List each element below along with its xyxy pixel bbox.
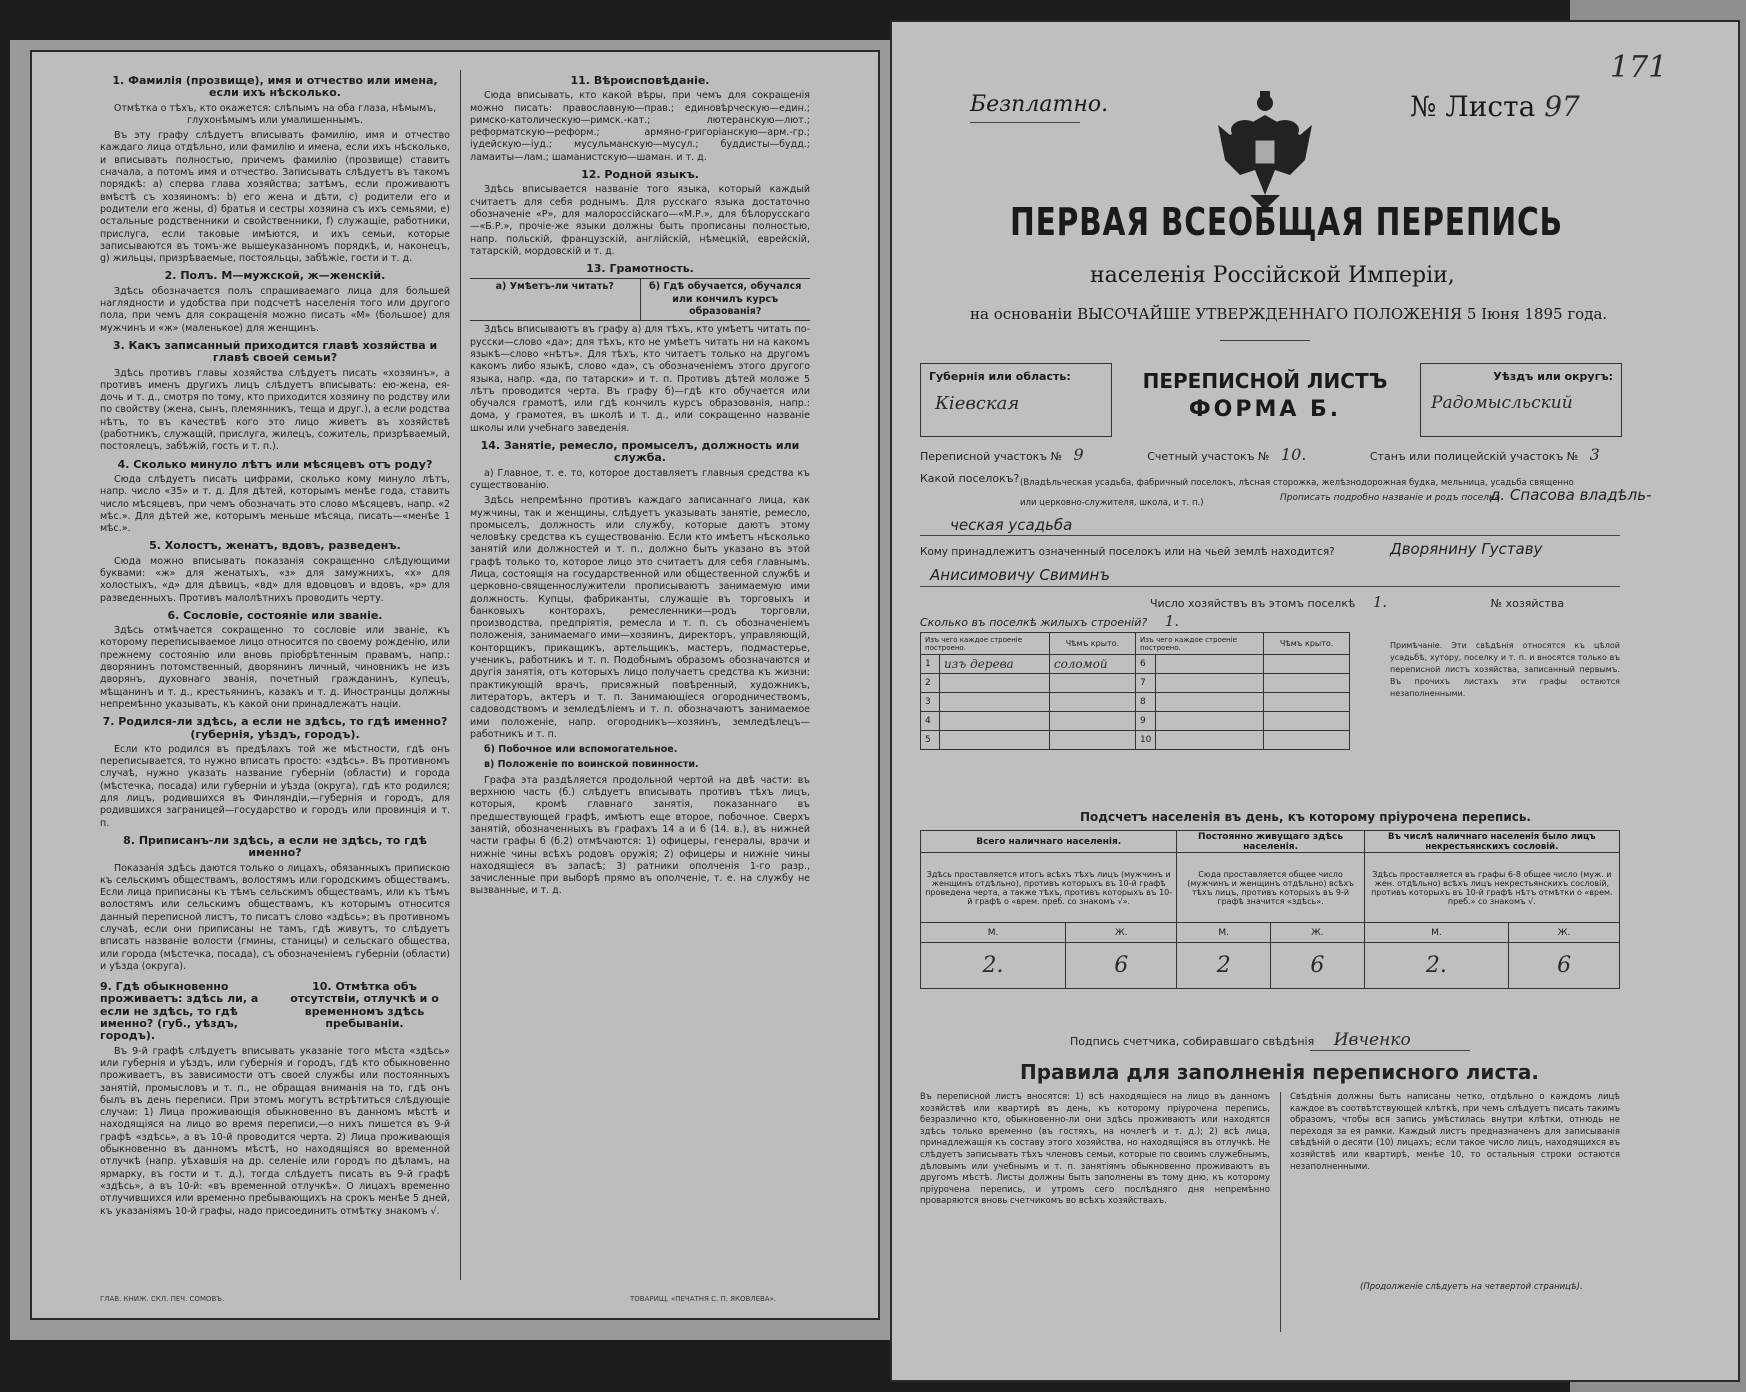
row-number: 8 [1135,693,1155,712]
rules-column-1: Въ переписной листъ вносятся: 1) всѣ находящіеся на лицо въ данномъ хозяйствѣ или квартирѣ въ день, къ которому пріурочена перепись, безразлично кто, обыкновенно-ли они здѣсь проживаютъ или находятся здѣсь только временно (въ гостяхъ, на ночлегѣ и т. д.); 2) всѣ лица, принадлежащія къ составу этого хозяйства, но находящіяся въ отлучкѣ. Не слѣдуетъ записывать тѣхъ членовъ семьи, которые по своимъ служебнымъ, дѣловымъ или учебнымъ и т. п. занятіямъ обыкновенно проживаютъ въ другомъ мѣстѣ. Листы должны быть заполнены въ тому дню, къ которому пріурочена перепись, и утромъ сего послѣдняго дня непремѣнно проваряются вновь счетчикомъ во всѣхъ хозяйствахъ. [920,1092,1270,1207]
table-cell [1264,693,1350,712]
perepis-uchastok-row [920,445,1600,464]
section-14-text-2: Графа эта раздѣляется продольной чертой на двѣ части: въ верхнюю часть (б.) слѣдуетъ вписывать противъ тѣхъ лицъ, которыя, кромѣ главнаго занятія, показаннаго въ предшествующей графѣ, имѣютъ еще второе, побочное. Сверхъ занятій, обозначенныхъ въ графахъ 14 а и б (14. в.), въ нижней части графы б (б.2) отмѣчаются: 1) офицеры, генералы, врачи и нижніе чины всѣхъ родовъ оружія; 2) офицеры и нижніе чины находящіеся въ запасѣ; 3) ратники ополченія 1-го разр., зачисленные при выборѣ прямо въ ополченіе, т. е. на службу не вызванные, и т. д. [470,774,810,897]
table-cell [1264,731,1350,750]
sheet-number-label [1410,90,1580,123]
owner-value-1: Дворянину Густаву [1390,540,1543,558]
section-4-title: 4. Сколько минуло лѣтъ или мѣсяцевъ отъ роду? [117,457,433,471]
signature-row [1070,1030,1411,1050]
households-row [1150,593,1564,611]
table-cell [1156,693,1264,712]
section-14-title: 14. Занятіе, ремесло, промыселъ, должность или служба. [480,439,800,465]
count-non-peasant-male: 2. [1364,943,1508,989]
count-title: Подсчетъ населенія въ день, къ которому пріурочена перепись. [1080,810,1531,824]
owner-underline [920,586,1620,587]
propis-value-1: д. Спасова владѣль- [1490,486,1652,504]
row-number: 6 [1135,655,1155,674]
table-row [921,712,1350,731]
household-number-label: № хозяйства [1490,597,1565,610]
population-count-table [920,830,1620,989]
rules-title: Правила для заполненія переписного листа. [1020,1060,1539,1084]
propis-label: Прописать подробно названіе и родъ поселка [1280,493,1500,503]
poselok-hint: (Владѣльческая усадьба, фабричный поселокъ, лѣсная сторожка, желѣзнодорожная будка, мельница, усадьба священно или церковно-служителя, школа, и т. п.) [1020,478,1574,508]
sex-female-header: Ж. [1271,923,1365,943]
section-1-note: Отмѣтка о тѣхъ, кто окажется: слѣпымъ на оба глаза, нѣмымъ, глухонѣмымъ или умалишеннымъ. [113,102,437,126]
buildings-label: Сколько въ поселкѣ жилыхъ строеній? [920,616,1148,629]
section-10-title: 10. Отмѣтка объ отсутствіи, отлучкѣ и о временномъ здѣсь пребываніи. [290,980,439,1031]
uezd-label: Уѣздъ или округъ: [1493,370,1613,383]
table-cell [1156,655,1264,674]
table-cell [1156,712,1264,731]
section-14b-label: б) Побочное или вспомогательное. [484,744,678,756]
count-present-female: 6 [1066,943,1177,989]
table-row [921,674,1350,693]
gubernia-label: Губернія или область: [929,370,1071,383]
section-5-title: 5. Холостъ, женатъ, вдовъ, разведенъ. [149,539,401,553]
census-subtitle: населенія Россійской Имперіи, [1090,263,1455,288]
printer-footer-right: ТОВАРИЩ. «ПЕЧАТНЯ С. П. ЯКОВЛЕВА». [630,1295,777,1303]
census-basis: на основаніи ВЫСОЧАЙШЕ УТВЕРЖДЕННАГО ПОЛОЖЕНІЯ 5 Іюня 1895 года. [970,305,1608,323]
form-subtitle: ФОРМА Б. [1188,397,1342,422]
section-8-text: Показанія здѣсь даются только о лицахъ, обязанныхъ припискою къ сельскимъ обществамъ, волостямъ или городскимъ обществамъ. Если лица приписаны къ тѣмъ сельскимъ обществамъ, или къ тѣмъ волостямъ или сельскимъ обществамъ, къ которымъ относится данный переписной листъ, то писатъ слово «здѣсь»; въ противномъ случаѣ, если они приписаны не тамъ, гдѣ живутъ, то слѣдуетъ вписать названіе волости (гмины, станицы) и сельскаго общества, или города (мѣстечка, посада), съ обозначеніемъ губерніи (области) и уѣзда (округа). [100,862,450,972]
count-desc-resident: Сюда проставляется общее число (мужчинъ и женщинъ отдѣльно) всѣхъ тѣхъ лицъ, противъ которыхъ въ 9-й графѣ значится «здѣсь». [1177,853,1364,923]
imperial-eagle-icon [1210,85,1320,215]
sex-female-header: Ж. [1066,923,1177,943]
table-row [921,693,1350,712]
table-cell [1156,731,1264,750]
table-row [921,655,1350,674]
section-3-title: 3. Какъ записанный приходится главѣ хозяйства и главѣ своей семьи? [112,338,438,365]
build-col-material-2: Изъ чего каждое строеніе построено. [1135,633,1263,655]
table-cell [1049,731,1135,750]
count-non-peasant-female: 6 [1509,943,1620,989]
count-resident-female: 6 [1271,943,1365,989]
section-14a-label: а) Главное, т. е. то, которое доставляетъ главныя средства къ существованію. [470,467,810,491]
sheet-number-text: № Листа [1410,90,1536,123]
building-material: изъ дерева [940,655,1050,674]
rules-continued: (Продолженіе слѣдуетъ на четвертой страницѣ). [1360,1282,1583,1292]
section-7-title: 7. Родился-ли здѣсь, а если не здѣсь, то гдѣ именно? (губернія, уѣздъ, городъ). [102,715,448,741]
section-1-title: 1. Фамилія (прозвище), имя и отчество или имена, если ихъ нѣсколько. [112,74,438,100]
form-heading [1110,363,1420,435]
section-13-text: Здѣсь вписываютъ въ графу а) для тѣхъ, кто умѣетъ читать по-русски—слово «да»; для тѣхъ, кто не умѣетъ читать ни на какомъ языкѣ—слово «нѣтъ». Для тѣхъ, кто читаетъ только на другомъ какомъ либо языкѣ, слово «да», съ обозначеніемъ этого другого языка, напр. «да, по татарски» и т. п. Противъ дѣтей моложе 5 лѣтъ проводится черта. Въ графу б)—гдѣ кто обучается или обучался грамотѣ, или гдѣ кончилъ курсъ образованія, напр.: дома, у грамотея, въ школѣ и т. д., или сокращенно названіе школы или учебнаго заведенія. [470,324,810,434]
table-cell [1049,712,1135,731]
stan-value: 3 [1589,445,1600,464]
table-cell [940,712,1050,731]
build-col-material-1: Изъ чего каждое строеніе построено. [921,633,1050,655]
uezd-value: Радомысльский [1431,393,1573,413]
owner-value-2: Анисимовичу Свиминъ [930,566,1110,584]
table-cell [1264,655,1350,674]
table-cell [1264,674,1350,693]
section-13b-label: б) Гдѣ обучается, обучался или кончилъ курсъ образованія? [649,281,802,318]
instructions-column-1 [100,70,450,1221]
table-cell [1264,712,1350,731]
sex-male-header: М. [1364,923,1508,943]
building-roof: соломой [1049,655,1135,674]
free-label: Безплатно. [970,92,1109,117]
sex-female-header: Ж. [1509,923,1620,943]
section-9-text: Въ 9-й графѣ слѣдуетъ вписывать указаніе того мѣста «здѣсь» или губернія и уѣздъ, или губернія и городъ, гдѣ кто обыкновенно проживаетъ, въ зависимости отъ своей службы или постоянныхъ занятій, промысловъ и т. п., не обращая вниманія на то, гдѣ онъ былъ въ день переписи. При этомъ могутъ встрѣтиться слѣдующіе случаи: 1) Лица проживающія обыкновенно въ данномъ мѣстѣ и находящіяся на лицо во время переписи,—о нихъ пишется въ 9-й графѣ «здѣсь», а въ 10-й проводится черта. 2) Лица проживающія обыкновенно въ данномъ мѣстѣ, но находящіяся во временной отлучкѣ (напр. уѣхавшія на др. селеніе или городъ по дѣламъ, на ярмарку, въ гости и т. д.), тогда слѣдуетъ писать въ 9-й графѣ «здѣсь», а въ 10-й: «въ временной отлучкѣ». О лицахъ временно отлучившихся или временно пребывающихъ на срокъ менѣе 5 дней, къ указаніямъ 10-й графы, надо присоединить отмѣтку знакомъ √. [100,1045,450,1217]
section-13-title: 13. Грамотность. [586,262,694,276]
table-cell [940,693,1050,712]
section-2-text: Здѣсь обозначается полъ спрашиваемаго лица для большей наглядности и удобства при подсчетѣ населенія того или другого пола, при чемъ для сокращенія можно писать «М» (большое) для мужчинъ и «ж» (маленькое) для женщинъ. [100,285,450,334]
signature-underline [1310,1050,1470,1051]
rules-divider [1280,1092,1281,1332]
row-number: 5 [921,731,940,750]
propis-value-2: ческая усадьба [950,516,1073,534]
section-3-text: Здѣсь противъ главы хозяйства слѣдуетъ писать «хозяинъ», а противъ именъ другихъ лицъ слѣдуетъ вписывать: ею-жена, ея-дочь и т. д., смотря по тому, кто приходится хозяину по родству или по свойству (жена, сынъ, племянникъ, теща и друг.), а если родства нѣтъ, то въ качествѣ кого это лицо живетъ въ хозяйствѣ (работникъ, служащій, прислуга, жилецъ, сожитель, призрѣваемый, постоялецъ, забѣжій, гость и т. п.). [100,367,450,453]
gubernia-value: Кіевская [935,393,1020,414]
build-col-roof-2: Чѣмъ крыто. [1264,633,1350,655]
rules-column-2: Свѣдѣнія должны быть написаны четко, отдѣльно о каждомъ лицѣ каждое въ соотвѣтствующей клѣткѣ, при чемъ слѣдуетъ писать такимъ образомъ, чтобы вся запись умѣстилась внутри клѣтки, отнюдь не переходя за ея рамки. Каждый листъ предназначенъ для записыванія свѣдѣній о десяти (10) лицахъ; если такое число лицъ, находящихся въ хозяйствѣ или квартирѣ, менѣе 10, то остальныя строки остаются незаполненными. [1290,1092,1620,1172]
row-number: 9 [1135,712,1155,731]
section-2-title: 2. Полъ. М—мужской, ж—женскій. [164,269,386,283]
households-label: Число хозяйствъ въ этомъ поселкѣ [1150,597,1356,610]
section-4-text: Сюда слѣдуетъ писать цифрами, сколько кому минуло лѣтъ, напр. число «35» и т. д. Для дѣтей, которымъ менѣе года, ставить число мѣсяцевъ, при чемъ обозначать это слово мѣсяцевъ, напр. «2 мѣс.». Для дѣтей же, которымъ меньше мѣсяца, писать—«менѣе 1 мѣс.». [100,473,450,535]
poselok-label: Какой поселокъ? [920,472,1020,485]
count-col-non-peasant: Въ числѣ наличнаго населенія было лицъ некрестьянскихъ сословій. [1364,831,1619,853]
table-row [921,731,1350,750]
buildings-value: 1. [1164,612,1180,630]
perepis-uchastok-label: Переписной участокъ № [920,450,1063,463]
section-6-text: Здѣсь отмѣчается сокращенно то сословіе или званіе, къ которому переписываемое лицо относится по своему рожденію, или прежнему состоянію или вновь пріобрѣтенным правамъ, напр.: дворянинъ потомственный, дворянинъ личный, чиновникъ не изъ дворянъ, духовнаго званія, почетный гражданинъ, купецъ, мѣщанинъ и т. д., крестьянинъ, казакъ и т. д. Иностранцы должны непремѣнно указывать, къ какой они принадлежатъ націи. [100,625,450,710]
gubernia-box [920,363,1112,437]
section-12-text: Здѣсь вписывается названіе того языка, который каждый считаетъ для себя роднымъ. Для русскаго языка достаточно обозначеніе «Р», для малороссійскаго—«М.Р.», для бѣлорусскаго—«Б.Р.», прочіе-же языки должны быть прописаны полностью, напр. польскій, французскій, англійскій, нѣмецкій, еврейскій, татарскій, мордовскій и т. д. [470,184,810,257]
instructions-column-2 [470,70,810,901]
row-number: 4 [921,712,940,731]
section-14-text: Здѣсь непремѣнно противъ каждаго записаннаго лица, как мужчины, так и женщины, слѣдуетъ указывать занятіе, ремесло, промыселъ, должность или службу, которые даютъ этому человѣку средства къ существованію. Если кто имѣетъ нѣсколько занятій или должностей и т. п., должно быть указано въ этой графѣ только то, которое лицо это считаетъ для себя главнымъ. Лица, состоящія на государственной или общественной службѣ и церковно-священнослужители прописываютъ занимаемую ими должность. Купцы, фабриканты, служащіе въ торговыхъ и банковыхъ конторахъ, ремесленники—родъ торговли, производства, предпріятія, ремесла и т. п. съ обозначеніемъ положенія, занимаемаго ими—хозяинъ, директоръ, управляющій, конторщикъ, прикащикъ, артельщикъ, мастеръ, подмастерье, ученикъ, работникъ и т. п. Подобнымъ образомъ обозначаются и другія занятія, отъ которыхъ лицо получаетъ средства къ жизни: практикующій врачъ, присяжный повѣренный, художникъ, литераторъ, актеръ и т. п. Занимающіеся огородничествомъ, садоводствомъ и земледѣліемъ и т. п. обозначаютъ занимаемое ими положеніе, напр. огородникъ—хозяинъ, земледѣлецъ—работникъ и т. п. [470,495,810,740]
census-title: ПЕРВАЯ ВСЕОБЩАЯ ПЕРЕПИСЬ [1010,200,1563,244]
row-number: 2 [921,674,940,693]
count-col-present: Всего наличнаго населенія. [921,831,1177,853]
buildings-remark: Примѣчаніе. Эти свѣдѣнія относятся къ цѣлой усадьбѣ, хутору, поселку и т. п. и вносятся только въ переписной листъ хозяйства, записанный первымъ. Въ прочихъ листахъ эти графы остаются незаполненными. [1390,641,1620,698]
signature-value: Ивченко [1333,1030,1411,1050]
uezd-box [1420,363,1622,437]
count-desc-present: Здѣсь проставляется итогъ всѣхъ тѣхъ лицъ (мужчинъ и женщинъ отдѣльно), противъ которыхъ въ 10-й графѣ проведена черта, а также тѣхъ, противъ которыхъ въ 10-й графѣ о «врем. преб. со знакомъ √». [921,853,1177,923]
section-9-title: 9. Гдѣ обыкновенно проживаетъ: здѣсь ли, а если не здѣсь, то гдѣ именно? (губ., уѣздъ, городъ). [100,980,259,1043]
sex-male-header: М. [1177,923,1271,943]
left-instructions-page [30,50,880,1320]
section-6-title: 6. Сословіе, состояніе или званіе. [167,608,383,622]
section-11-text: Сюда вписывать, кто какой вѣры, при чемъ для сокращенія можно писать: православную—прав.; единовѣрческую—един.; римско-католическую—римск.-кат.; лютеранскую—лют.; реформатскую—реформ.; армяно-григоріанскую—арм.-гр.; іудейскую—іуд.; мусульманскую—мусул.; буддисты—будд.; ламаиты—лам.; шаманистскую—шаман. и т. д. [470,90,810,163]
section-13a-label: а) Умѣетъ-ли читать? [470,279,641,320]
table-cell [940,731,1050,750]
section-8-title: 8. Приписанъ-ли здѣсь, а если не здѣсь, то гдѣ именно? [123,833,427,860]
section-5-text: Сюда можно вписывать показанія сокращенно слѣдующими буквами: «ж» для женатыхъ, «з» для замужнихъ, «х» для холостыхъ, «д» для дѣвицъ, «вд» для вдовцовъ и вдовъ, «р» для разведенныхъ. Противъ малолѣтнихъ проводить черту. [100,555,450,604]
table-cell [1049,674,1135,693]
owner-label: Кому принадлежитъ означенный поселокъ или на чьей землѣ находится? [920,546,1335,558]
count-resident-male: 2 [1177,943,1271,989]
count-col-resident: Постоянно живущаго здѣсь населенія. [1177,831,1364,853]
sheet-number-value: 97 [1544,90,1580,123]
row-number: 10 [1135,731,1155,750]
stan-label: Станъ или полицейскій участокъ № [1369,450,1579,463]
handwritten-page-number: 171 [1610,50,1668,85]
row-number: 7 [1135,674,1155,693]
count-desc-non-peasant: Здѣсь проставляется въ графы 6-8 общее число (муж. и жен. отдѣльно) всѣхъ лицъ некрестьянскихъ сословій, противъ которыхъ въ 10-й графѣ нѣтъ отмѣтки о «врем. преб.» со знакомъ √. [1364,853,1619,923]
row-number: 3 [921,693,940,712]
build-col-roof-1: Чѣмъ крыто. [1049,633,1135,655]
section-14c-label: в) Положеніе по воинской повинности. [484,759,699,771]
section-11-title: 11. Вѣроисповѣданіе. [570,74,710,87]
propis-underline [920,535,1620,536]
census-form-page [890,20,1740,1382]
free-underline [970,122,1080,123]
perepis-uchastok-value: 9 [1073,445,1084,464]
signature-label: Подпись счетчика, собиравшаго свѣдѣнія [1070,1035,1315,1048]
printer-footer-left: ГЛАВ. КНИЖ. СКЛ. ПЕЧ. СОМОВЪ. [100,1295,225,1303]
column-divider [460,70,461,1280]
section-12-title: 12. Родной языкъ. [581,168,699,182]
sex-male-header: М. [921,923,1066,943]
section-7-text: Если кто родился въ предѣлахъ той же мѣстности, гдѣ онъ переписывается, то нужно вписать просто: «здѣсь». Въ противномъ случаѣ, нужно указать название губерніи (области) и города (мѣстечка, посада) или губерніи и уѣзда (округа), гдѣ кто родился; для лицъ, родившихся въ Финляндіи,—губернія и городъ, для родившихся заграницей—государство и городъ или провинція и т. п. [100,743,450,829]
count-present-male: 2. [921,943,1066,989]
schet-uchastok-label: Счетный участокъ № [1147,450,1270,463]
title-rule [1220,340,1310,341]
row-number: 1 [921,655,940,674]
table-cell [1156,674,1264,693]
buildings-row [920,612,1179,630]
households-value: 1. [1372,593,1388,611]
table-cell [940,674,1050,693]
table-cell [1049,693,1135,712]
buildings-table [920,632,1350,750]
section-1-text: Въ эту графу слѣдуетъ вписывать фамилію, имя и отчество каждаго лица отдѣльно, или фамилію и имена, если ихъ нѣсколько, и вписывать полностью, причемъ фамилію (прозвище) ставить сначала, а потомъ имя и отчество. Записывать слѣдуетъ въ такомъ порядкѣ: a) сперва глава хозяйства; затѣмъ, если проживаютъ вмѣстѣ съ хозяиномъ: b) его жена и дѣти, c) родители его и родители его жены, d) братья и сестры хозяина съ ихъ семьями, e) остальные родственники и свойственники, f) служащіе, работники, прислуга, если таковые имѣются, и ихъ семьи, которые записываются въ томъ-же вышеуказанномъ порядкѣ, и, наконецъ, g) жильцы, призрѣваемые, постояльцы, забѣжіе, гости и т. д. [100,130,450,265]
schet-uchastok-value: 10. [1280,445,1307,464]
form-title: ПЕРЕПИСНОЙ ЛИСТЪ [1142,369,1388,393]
